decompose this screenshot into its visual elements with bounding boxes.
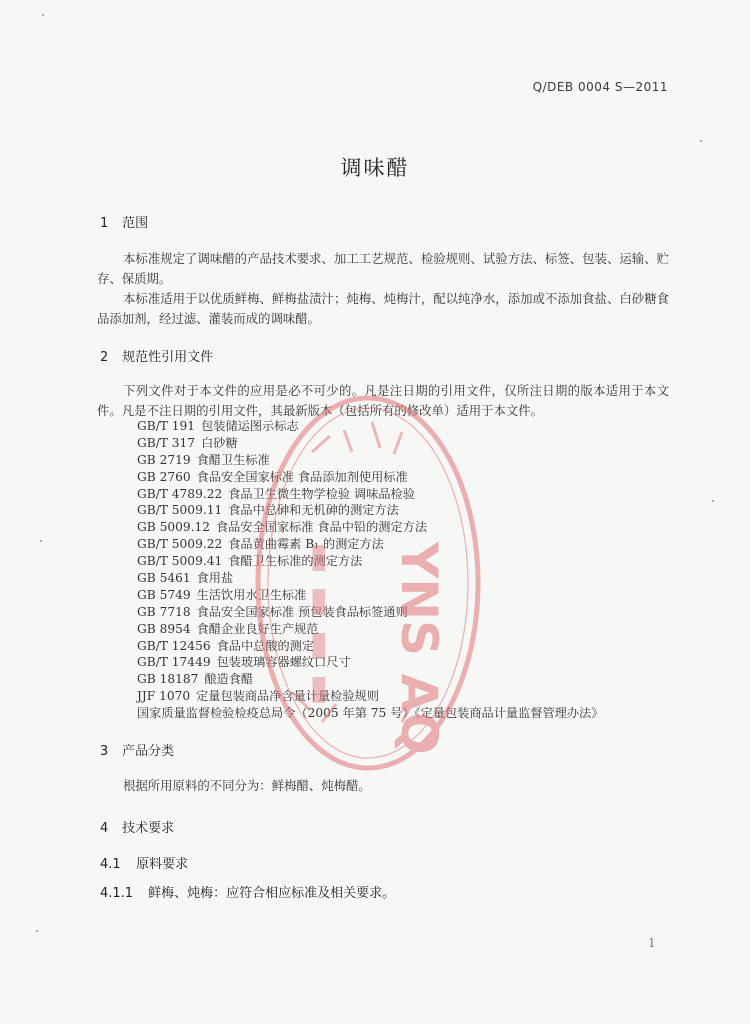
reference-item: GB 7718 食品安全国家标准 预包装食品标签通则 — [137, 604, 408, 619]
reference-item: GB/T 191 包装储运图示标志 — [137, 419, 299, 433]
section-title: 原料要求 — [136, 857, 189, 872]
reference-item: GB 18187 酿造食醋 — [137, 672, 254, 687]
reference-item: GB/T 5009.11 食品中总砷和无机砷的测定方法 — [137, 503, 399, 518]
stamp-text: YNS AQ — [390, 542, 448, 755]
reference-item: JJF 1070 定量包装商品净含量计量检验规则 — [137, 689, 379, 704]
reference-item: GB/T 5009.41 食醋卫生标准的测定方法 — [137, 554, 363, 569]
section-4-heading — [100, 817, 174, 836]
standard-code: Q/DEB 0004 S—2011 — [532, 80, 668, 94]
reference-item: GB 2719 食醋卫生标准 — [137, 452, 270, 467]
section-3-paragraph: 根据所用原料的不同分为：鲜梅醋、炖梅醋。 — [123, 778, 371, 793]
reference-item: GB/T 5009.22 食品黄曲霉素 B₁ 的测定方法 — [137, 537, 384, 552]
section-1-paragraph-1: 本标准规定了调味醋的产品技术要求、加工工艺规范、检验规则、试验方法、标签、包装、运输、贮存、保质期。 — [97, 251, 669, 286]
reference-item: GB 5009.12 食品安全国家标准 食品中铅的测定方法 — [137, 520, 428, 535]
page-number: 1 — [648, 936, 656, 950]
section-3-heading — [100, 740, 174, 759]
section-4-1-1-clause — [100, 882, 395, 901]
section-title: 技术要求 — [122, 821, 175, 836]
section-number: 3 — [100, 744, 109, 759]
section-4-1-heading — [100, 853, 188, 872]
reference-item: GB 8954 食醋企业良好生产规范 — [137, 621, 319, 636]
scan-speck — [712, 500, 714, 502]
section-title: 规范性引用文件 — [122, 350, 214, 365]
scan-speck — [36, 930, 38, 932]
section-number: 4.1.1 — [100, 886, 134, 901]
page-title: 调味醋 — [340, 156, 410, 180]
section-2-heading — [100, 346, 213, 365]
section-number: 1 — [100, 216, 109, 231]
section-title: 产品分类 — [122, 744, 175, 759]
scan-speck — [700, 140, 702, 142]
section-1-heading — [100, 212, 148, 231]
section-title: 范围 — [122, 216, 149, 231]
reference-item: GB/T 17449 包装玻璃容器螺纹口尺寸 — [137, 655, 351, 670]
reference-item: GB/T 317 白砂糖 — [137, 435, 238, 450]
section-1-paragraph-2: 本标准适用于以优质鲜梅、鲜梅盐渍汁；炖梅、炖梅汁，配以纯净水，添加或不添加食盐、白砂糖食品添加剂，经过滤、灌装而成的调味醋。 — [97, 291, 669, 326]
scan-speck — [42, 14, 44, 16]
reference-item: GB 5749 生活饮用水卫生标准 — [137, 587, 307, 602]
red-seal-stamp — [252, 392, 484, 774]
reference-item: GB/T 12456 食品中总酸的测定 — [137, 638, 315, 653]
reference-item: 国家质量监督检验检疫总局令（2005 年第 75 号）《定量包装商品计量监督管理办法》 — [137, 706, 604, 721]
reference-item: GB 2760 食品安全国家标准 食品添加剂使用标准 — [137, 469, 408, 484]
scan-speck — [40, 540, 42, 542]
section-2-intro: 下列文件对于本文件的应用是必不可少的。凡是注日期的引用文件，仅所注日期的版本适用于本文件。凡是不注日期的引用文件，其最新版本（包括所有的修改单）适用于本文件。 — [97, 383, 669, 418]
section-number: 2 — [100, 350, 109, 365]
section-number: 4.1 — [100, 857, 121, 872]
reference-item: GB 5461 食用盐 — [137, 571, 234, 586]
svg-text:▬ ▬ ▬ ▬: ▬ ▬ ▬ ▬ — [301, 542, 341, 707]
clause-text: 鲜梅、炖梅：应符合相应标准及相关要求。 — [148, 886, 396, 901]
reference-item: GB/T 4789.22 食品卫生微生物学检验 调味品检验 — [137, 486, 415, 501]
section-number: 4 — [100, 821, 109, 836]
